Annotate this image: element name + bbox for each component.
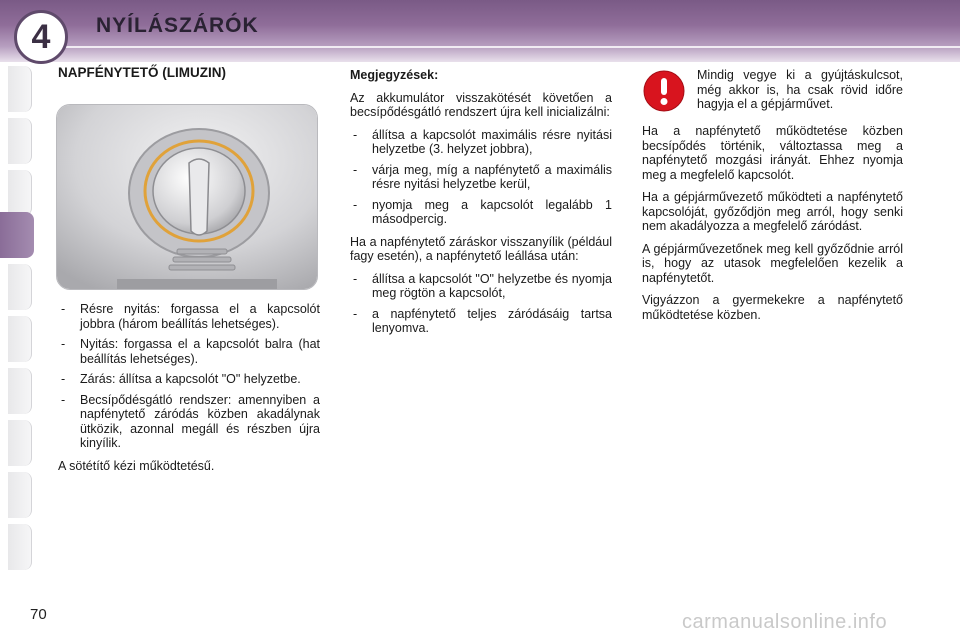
page-number: 70 <box>30 606 47 623</box>
safety-paragraph: A gépjárművezetőnek meg kell győződnie arról is, hogy az utasok megfelelően kezelik a napfénytetőt. <box>642 241 903 285</box>
warning-icon <box>643 70 685 112</box>
chapter-tab-2[interactable] <box>8 118 32 164</box>
list-item: - Nyitás: forgassa el a kapcsolót balra (hat beállítás lehetséges). <box>58 337 320 366</box>
chapter-tab-9[interactable] <box>8 472 32 518</box>
chapter-title: NYÍLÁSZÁRÓK <box>96 14 259 37</box>
watermark: carmanualsonline.info <box>682 611 888 633</box>
middle-column <box>350 68 612 344</box>
right-column <box>642 124 903 330</box>
list-item: - állítsa a kapcsolót "O" helyzetbe és nyomja meg rögtön a kapcsolót, <box>350 272 612 301</box>
warning-text: Mindig vegye ki a gyújtáskulcsot, még akkor is, ha csak rövid időre hagyja el a gépjárművet. <box>697 68 903 111</box>
notes-intro: Az akkumulátor visszakötését követően a becsípődésgátló rendszert újra kell inicializálni: <box>350 90 612 119</box>
operation-list <box>58 302 320 451</box>
notes-intro-2: Ha a napfénytető záráskor visszanyílik (például fagy esetén), a napfénytető leállása után: <box>350 234 612 263</box>
list-item: - nyomja meg a kapcsolót legalább 1 másodpercig. <box>350 198 612 227</box>
list-item: - állítsa a kapcsolót maximális résre nyitási helyzetbe (3. helyzet jobbra), <box>350 128 612 157</box>
chapter-tab-7[interactable] <box>8 368 32 414</box>
reinit-steps <box>350 128 612 227</box>
warning-text-block <box>697 68 903 120</box>
section-title: NAPFÉNYTETŐ (LIMUZIN) <box>58 65 226 80</box>
safety-paragraph: Ha a napfénytető működtetése közben becsípődés történik, változtassa meg a napfénytető mozgási irányát. Ehhez nyomja meg a megfelelő kapcsolót. <box>642 124 903 182</box>
safety-paragraph: Vigyázzon a gyermekekre a napfénytető működtetése közben. <box>642 293 903 322</box>
reclose-steps <box>350 272 612 336</box>
chapter-number-badge: 4 <box>14 10 68 64</box>
notes-heading: Megjegyzések: <box>350 68 439 82</box>
blind-note: A sötétítő kézi működtetésű. <box>58 458 215 473</box>
chapter-tab-5[interactable] <box>8 264 32 310</box>
list-item: - várja meg, míg a napfénytető a maximális résre nyitási helyzetbe kerül, <box>350 163 612 192</box>
left-column <box>58 66 320 89</box>
header-divider <box>60 46 960 48</box>
chapter-tab-8[interactable] <box>8 420 32 466</box>
chapter-tab-3[interactable] <box>8 170 32 216</box>
safety-paragraph: Ha a gépjárművezető működteti a napfénytető kapcsolóját, győződjön meg arról, hogy senki nem akadályozza a megfelelő záródást. <box>642 190 903 233</box>
list-item: - Résre nyitás: forgassa el a kapcsolót jobbra (három beállítás lehetséges). <box>58 302 320 331</box>
chapter-tab-4-active[interactable] <box>0 212 34 258</box>
list-item: - Zárás: állítsa a kapcsolót "O" helyzetbe. <box>58 372 320 387</box>
chapter-tab-6[interactable] <box>8 316 32 362</box>
list-item: - Becsípődésgátló rendszer: amennyiben a napfénytető záródás közben akadálynak ütközik, azonnal megáll és részben újra kinyílik. <box>58 393 320 451</box>
sunroof-switch-illustration <box>56 104 318 290</box>
chapter-tab-10[interactable] <box>8 524 32 570</box>
chapter-tab-1[interactable] <box>8 66 32 112</box>
chapter-tabs <box>0 66 34 576</box>
left-column-body <box>58 302 320 481</box>
list-item: - a napfénytető teljes záródásáig tartsa lenyomva. <box>350 307 612 336</box>
